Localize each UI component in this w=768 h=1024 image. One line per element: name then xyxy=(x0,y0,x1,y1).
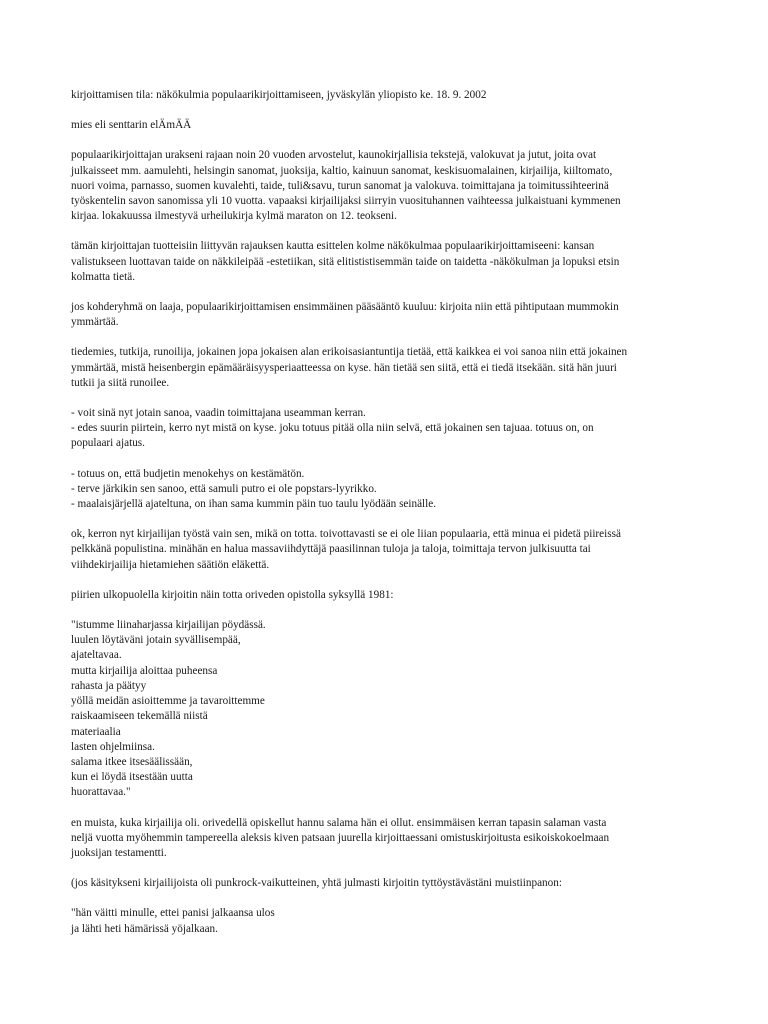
text-line: - edes suurin piirtein, kerro nyt mistä on kyse. joku totuus pitää olla niin selvä, että jokainen sen tajuaa. totuus on, on xyxy=(71,422,594,435)
poem-line: luulen löytäväni jotain syvällisempää, xyxy=(71,634,241,647)
text-line: ymmärtää, mistä heisenbergin epämääräisyysperiaatteessa on kyse. hän tietää sen siitä, että ei tiedä itsekään. sitä hän juuri xyxy=(71,361,617,374)
poem-line: materiaalia xyxy=(71,725,121,738)
poem-line: kun ei löydä itsestään uutta xyxy=(71,771,193,784)
text-line: - maalaisjärjellä ajateltuna, on ihan sama kummin päin tuo taulu lyödään seinälle. xyxy=(71,498,437,511)
text-line: mies eli senttarin elÄmÄÄ xyxy=(71,119,192,132)
paragraph xyxy=(71,148,701,224)
poem-line: huorattavaa." xyxy=(71,786,131,799)
text-line: (jos käsitykseni kirjailijoista oli punkrock-vaikutteinen, yhtä julmasti kirjoitin tyttöystävästäni muistiinpanon: xyxy=(71,877,562,890)
paragraph xyxy=(71,345,701,391)
text-line: kirjaa. lokakuussa ilmestyvä urheilukirja kylmä maraton on 12. teokseni. xyxy=(71,210,397,223)
paragraph xyxy=(71,300,701,330)
document-page xyxy=(71,88,701,952)
text-line: ok, kerron nyt kirjailijan työstä vain sen, mikä on totta. toivottavasti se ei ole liian populaaria, että minua ei pidetä piireissä xyxy=(71,528,621,541)
text-line: nuori voima, parnasso, suomen kuvalehti, taide, tuli&savu, turun sanomat ja valokuva. toimittajana ja toimitussihteerinä xyxy=(71,179,609,192)
text-line: valistukseen luottavan taide on näkkileipää -estetiikan, sitä elitististisemmän taide on taidetta -näkökulman ja lopuksi etsin xyxy=(71,255,620,268)
paragraph xyxy=(71,239,701,285)
dialogue-block xyxy=(71,467,701,513)
text-line: kolmatta tietä. xyxy=(71,270,135,283)
paragraph xyxy=(71,588,701,603)
poem-line: ajateltavaa. xyxy=(71,649,122,662)
text-line: jos kohderyhmä on laaja, populaarikirjoittamisen ensimmäinen pääsääntö kuuluu: kirjoita niin että pihtiputaan mummokin xyxy=(71,301,619,314)
text-line: populaarikirjoittajan urakseni rajaan noin 20 vuoden arvostelut, kaunokirjallisia tekstejä, valokuvat ja jutut, joita ovat xyxy=(71,149,597,162)
text-line: tämän kirjoittajan tuotteisiin liittyvän rajauksen kautta esittelen kolme näkökulmaa populaarikirjoittamiseeni: kansan xyxy=(71,240,595,253)
poem-line: yöllä meidän asioittemme ja tavaroittemme xyxy=(71,695,265,708)
text-line: - voit sinä nyt jotain sanoa, vaadin toimittajana useamman kerran. xyxy=(71,407,366,420)
paragraph xyxy=(71,527,701,573)
poem-line: lasten ohjelmiinsa. xyxy=(71,740,155,753)
poem-line: "istumme liinaharjassa kirjailijan pöydässä. xyxy=(71,619,266,632)
text-line: piirien ulkopuolella kirjoitin näin totta oriveden opistolla syksyllä 1981: xyxy=(71,588,394,601)
text-line: julkaisseet mm. aamulehti, helsingin sanomat, juoksija, kaltio, kainuun sanomat, keskisuomalainen, kirjailija, kiiltomato, xyxy=(71,164,613,177)
poem-line: "hän väitti minulle, ettei panisi jalkaansa ulos xyxy=(71,907,275,920)
poem-line: raiskaamiseen tekemällä niistä xyxy=(71,710,208,723)
text-line: tiedemies, tutkija, runoilija, jokainen jopa jokaisen alan erikoisasiantuntija tietää, että kaikkea ei voi sanoa niin että jokainen xyxy=(71,346,628,359)
heading-line xyxy=(71,88,701,103)
poem-block xyxy=(71,618,701,800)
poem-block xyxy=(71,906,701,936)
text-line: viihdekirjailija hietamiehen säätiön eläkettä. xyxy=(71,558,270,571)
text-line: ymmärtää. xyxy=(71,316,119,329)
paragraph xyxy=(71,816,701,862)
poem-line: mutta kirjailija aloittaa puheensa xyxy=(71,664,218,677)
poem-line: ja lähti heti hämärissä yöjalkaan. xyxy=(71,922,218,935)
poem-line: salama itkee itsesäälissään, xyxy=(71,755,193,768)
text-line: - totuus on, että budjetin menokehys on kestämätön. xyxy=(71,467,305,480)
poem-line: rahasta ja päätyy xyxy=(71,679,147,692)
text-line: en muista, kuka kirjailija oli. orivedellä opiskellut hannu salama hän ei ollut. ensimmäisen kerran tapasin salaman vasta xyxy=(71,816,607,829)
text-line: pelkkänä populistina. minähän en halua massaviihdyttäjä paasilinnan tuloja ja taloja, toimittaja tervon julkisuutta tai xyxy=(71,543,591,556)
text-line: tutkii ja siitä runoilee. xyxy=(71,376,170,389)
text-line: juoksijan testamentti. xyxy=(71,846,167,859)
text-line: neljä vuotta myöhemmin tampereella aleksis kiven patsaan juurella kirjoittaessani omistuskirjoitusta esikoiskokoelmaan xyxy=(71,831,610,844)
text-line: - terve järkikin sen sanoo, että samuli putro ei ole popstars-lyyrikko. xyxy=(71,482,377,495)
text-line: kirjoittamisen tila: näkökulmia populaarikirjoittamiseen, jyväskylän yliopisto ke. 18. 9. 2002 xyxy=(71,89,487,101)
title-line xyxy=(71,118,701,133)
dialogue-block xyxy=(71,406,701,452)
paragraph xyxy=(71,876,701,891)
text-line: työskentelin savon sanomissa yli 10 vuotta. vapaaksi kirjailijaksi siirryin vuosituhannen vaihteessa julkaistuani kymmenen xyxy=(71,195,621,208)
text-line: populaari ajatus. xyxy=(71,437,145,450)
